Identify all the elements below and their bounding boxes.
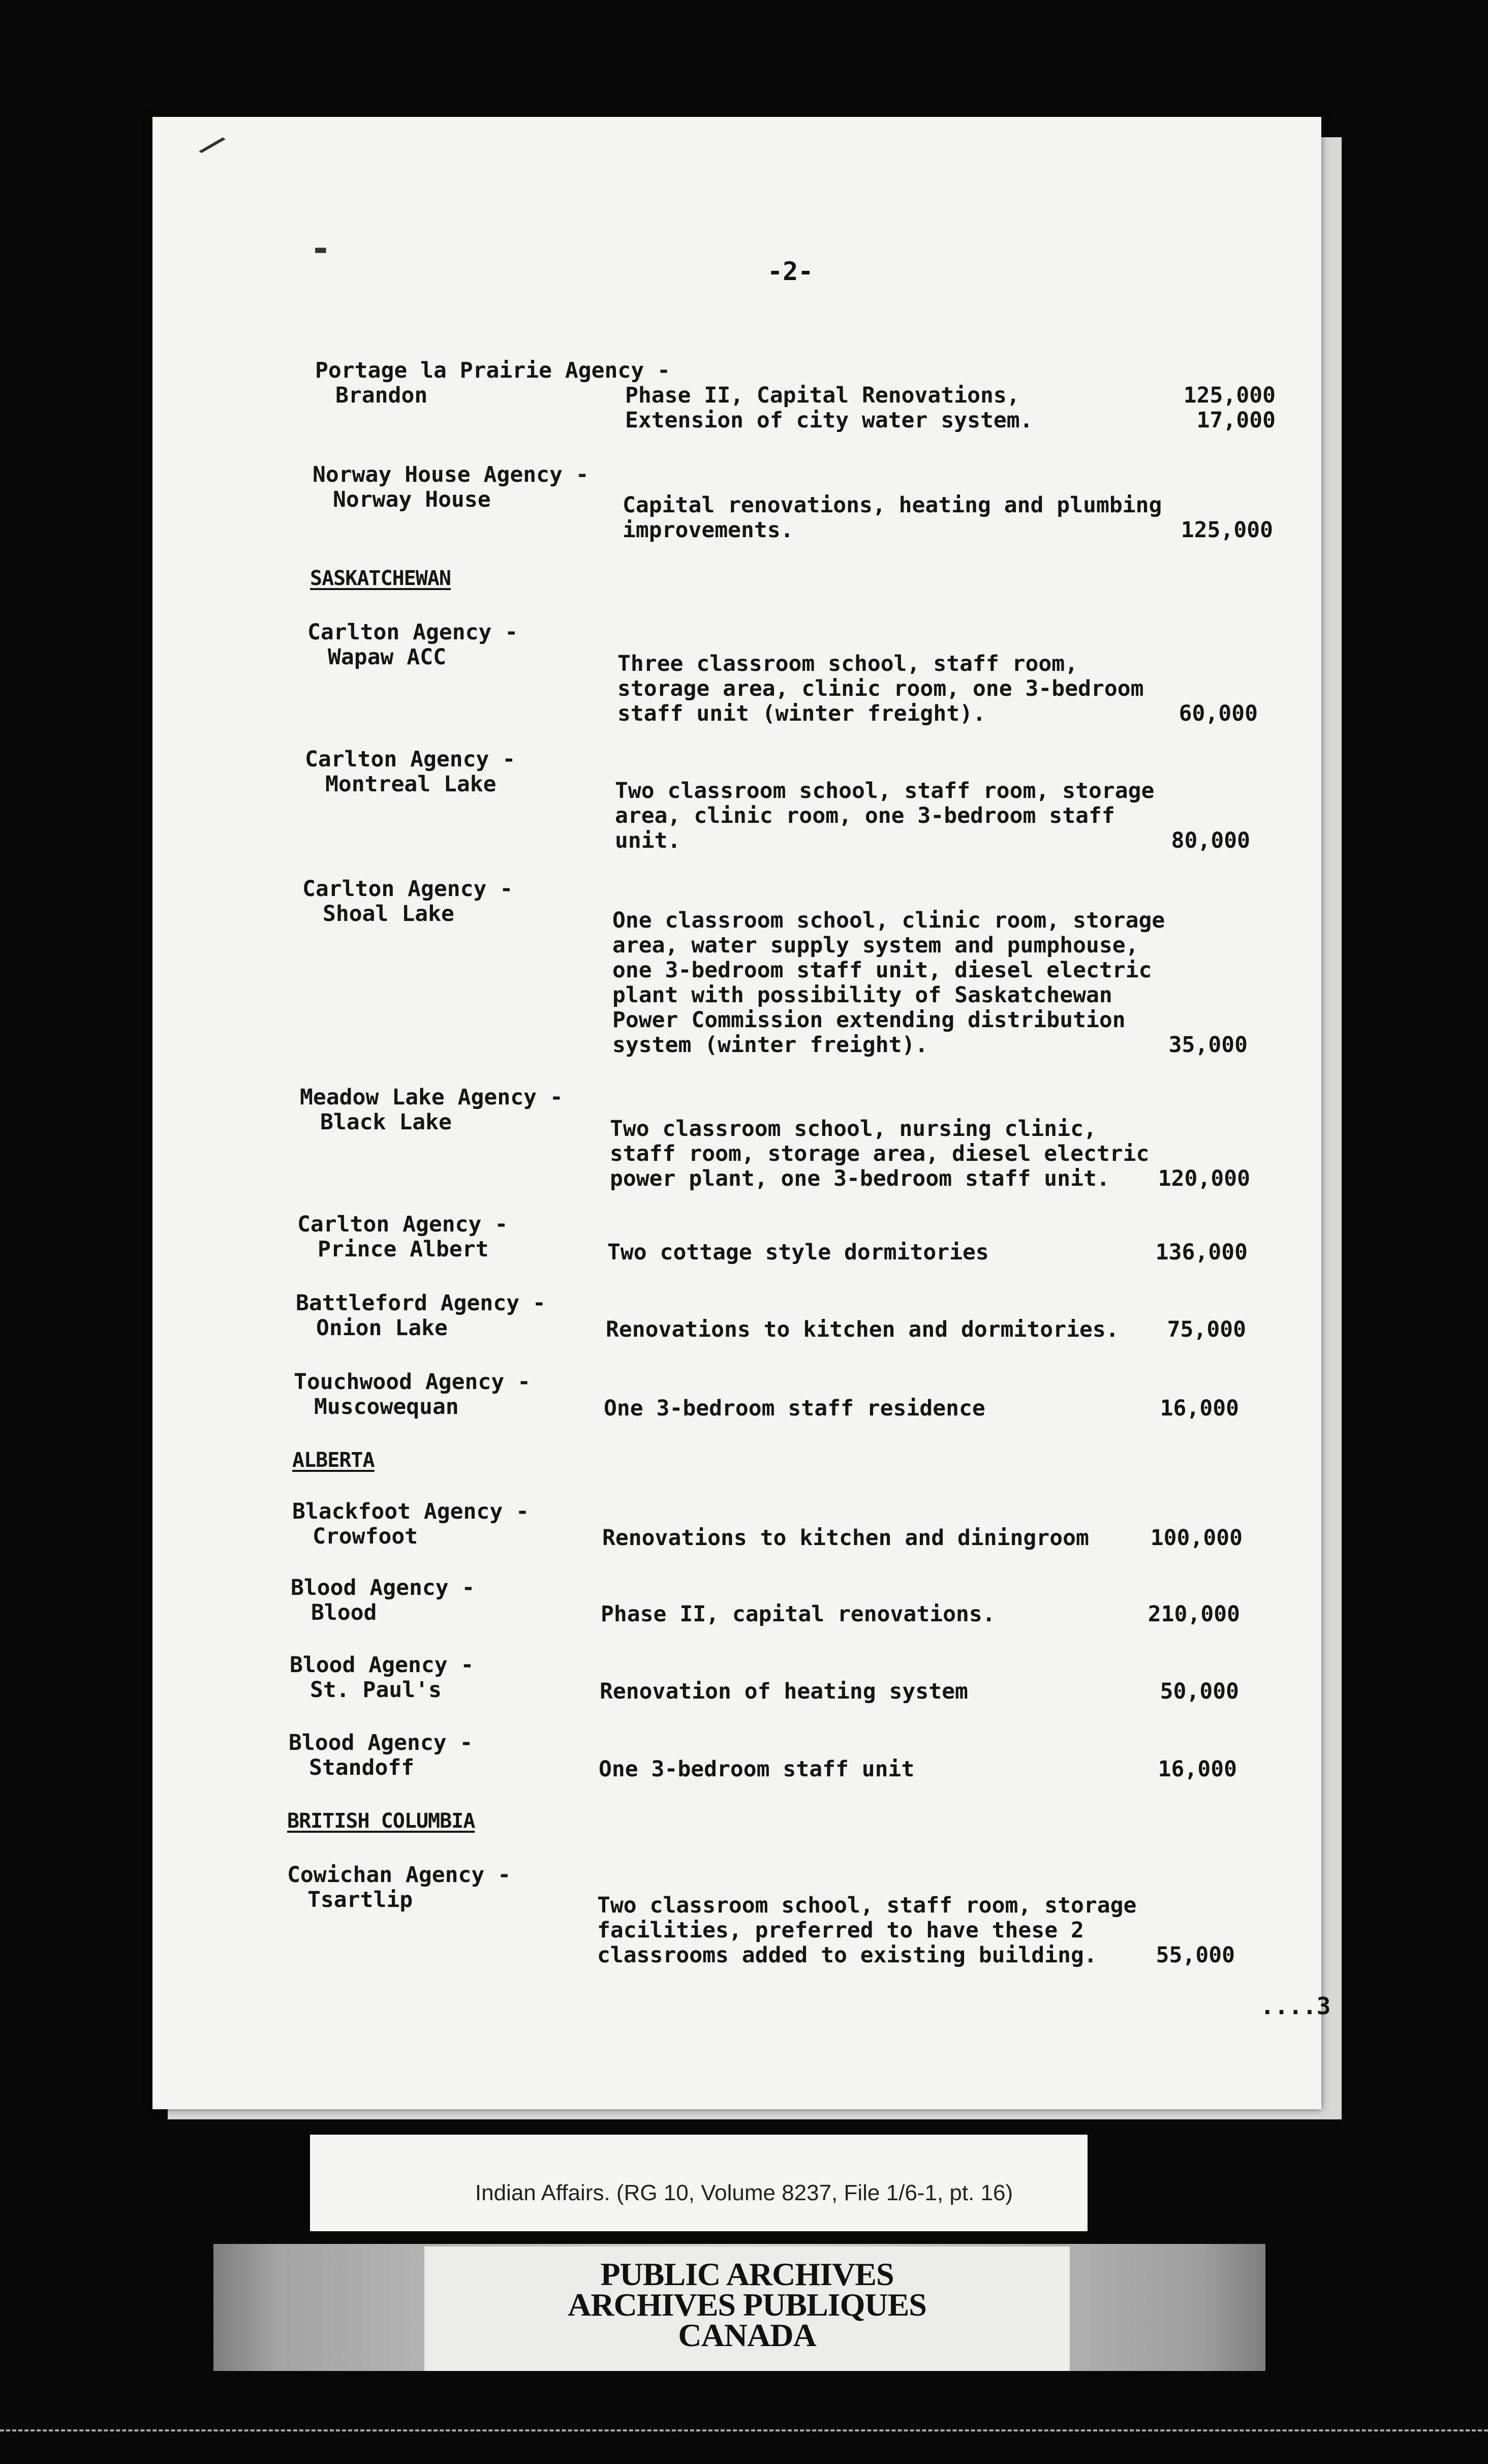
location-name: Tsartlip	[307, 1887, 413, 1913]
location-name: Muscowequan	[314, 1394, 459, 1420]
entry-description: Three classroom school, staff room, storage area, clinic room, one 3-bedroom staff unit (winter freight).	[617, 651, 1144, 726]
agency-name: Meadow Lake Agency -	[300, 1085, 563, 1110]
page-number: -2-	[767, 257, 814, 286]
stamp-line-2: ARCHIVES PUBLIQUES	[568, 2287, 926, 2323]
entry-description: Two cottage style dormitories	[607, 1240, 989, 1265]
agency-name: Carlton Agency -	[305, 747, 516, 772]
entry-description: One 3-bedroom staff residence	[604, 1396, 985, 1421]
agency-name: Blood Agency -	[291, 1575, 475, 1600]
location-name: Brandon	[335, 383, 428, 408]
agency-name: Carlton Agency -	[302, 876, 513, 902]
entry-description: Two classroom school, staff room, storage area, clinic room, one 3-bedroom staff unit.	[615, 778, 1155, 853]
agency-name: Portage la Prairie Agency -	[315, 358, 670, 383]
pen-mark: ∕	[195, 125, 230, 165]
stamp-line-3: CANADA	[678, 2317, 816, 2353]
location-name: Norway House	[333, 487, 491, 512]
section-alberta: ALBERTA	[292, 1449, 375, 1472]
agency-name: Blackfoot Agency -	[292, 1499, 529, 1524]
section-british-columbia: BRITISH COLUMBIA	[287, 1809, 475, 1833]
location-name: Onion Lake	[316, 1315, 448, 1341]
entry-description: Renovation of heating system	[600, 1679, 968, 1704]
entry-amount: 60,000	[1179, 701, 1258, 726]
entry-amount: 120,000	[1158, 1166, 1250, 1191]
entry-amount: 125,000 17,000	[1183, 383, 1276, 433]
entry-description: Two classroom school, staff room, storage facilities, preferred to have these 2 classrooms added to existing building.	[597, 1893, 1137, 1968]
archive-citation: Indian Affairs. (RG 10, Volume 8237, File 1/6-1, pt. 16)	[475, 2180, 1013, 2205]
film-border	[0, 2429, 1488, 2437]
agency-name: Blood Agency -	[289, 1730, 473, 1755]
location-name: Wapaw ACC	[328, 644, 446, 670]
agency-name: Battleford Agency -	[296, 1290, 546, 1316]
entry-description: One 3-bedroom staff unit	[599, 1757, 915, 1782]
location-name: St. Paul's	[310, 1677, 442, 1703]
entry-amount: 136,000	[1155, 1240, 1248, 1265]
section-saskatchewan: SASKATCHEWAN	[310, 567, 451, 590]
entry-amount: 75,000	[1167, 1317, 1246, 1342]
entry-description: One classroom school, clinic room, storage area, water supply system and pumphouse, one 3-bedroom staff unit, diesel electric plant with possibility of Saskatchewan Power Commission extending distribution system (winter freight).	[612, 908, 1165, 1058]
continuation-marker: ....3	[1260, 1992, 1331, 2020]
location-name: Prince Albert	[318, 1237, 489, 1262]
agency-name: Carlton Agency -	[297, 1212, 508, 1237]
entry-amount: 55,000	[1156, 1943, 1235, 1968]
entry-amount: 100,000	[1150, 1525, 1243, 1551]
entry-description: Renovations to kitchen and dormitories.	[606, 1317, 1119, 1342]
entry-amount: 210,000	[1148, 1601, 1240, 1627]
agency-name: Cowichan Agency -	[287, 1862, 511, 1888]
agency-name: Carlton Agency -	[307, 620, 518, 645]
entry-description: Renovations to kitchen and diningroom	[602, 1525, 1089, 1551]
entry-description: Phase II, Capital Renovations, Extension of city water system.	[625, 383, 1033, 433]
entry-amount: 16,000	[1158, 1757, 1237, 1782]
location-name: Blood	[311, 1600, 377, 1625]
location-name: Black Lake	[320, 1110, 452, 1135]
location-name: Crowfoot	[313, 1524, 418, 1549]
ink-smudge: ▬	[315, 239, 326, 260]
agency-name: Norway House Agency -	[313, 462, 589, 487]
location-name: Montreal Lake	[325, 772, 497, 797]
entry-amount: 50,000	[1160, 1679, 1239, 1704]
agency-name: Blood Agency -	[290, 1652, 474, 1678]
stamp-line-1: PUBLIC ARCHIVES	[600, 2256, 894, 2292]
location-name: Shoal Lake	[323, 901, 454, 927]
agency-name: Touchwood Agency -	[294, 1369, 531, 1395]
entry-amount: 125,000	[1181, 517, 1273, 543]
entry-amount: 35,000	[1168, 1032, 1248, 1058]
entry-amount: 80,000	[1171, 828, 1250, 853]
entry-amount: 16,000	[1160, 1396, 1239, 1421]
entry-description: Capital renovations, heating and plumbing improvements.	[623, 492, 1162, 543]
entry-description: Phase II, capital renovations.	[601, 1601, 996, 1627]
location-name: Standoff	[309, 1755, 415, 1780]
entry-description: Two classroom school, nursing clinic, staff room, storage area, diesel electric power plant, one 3-bedroom staff unit.	[610, 1116, 1150, 1191]
